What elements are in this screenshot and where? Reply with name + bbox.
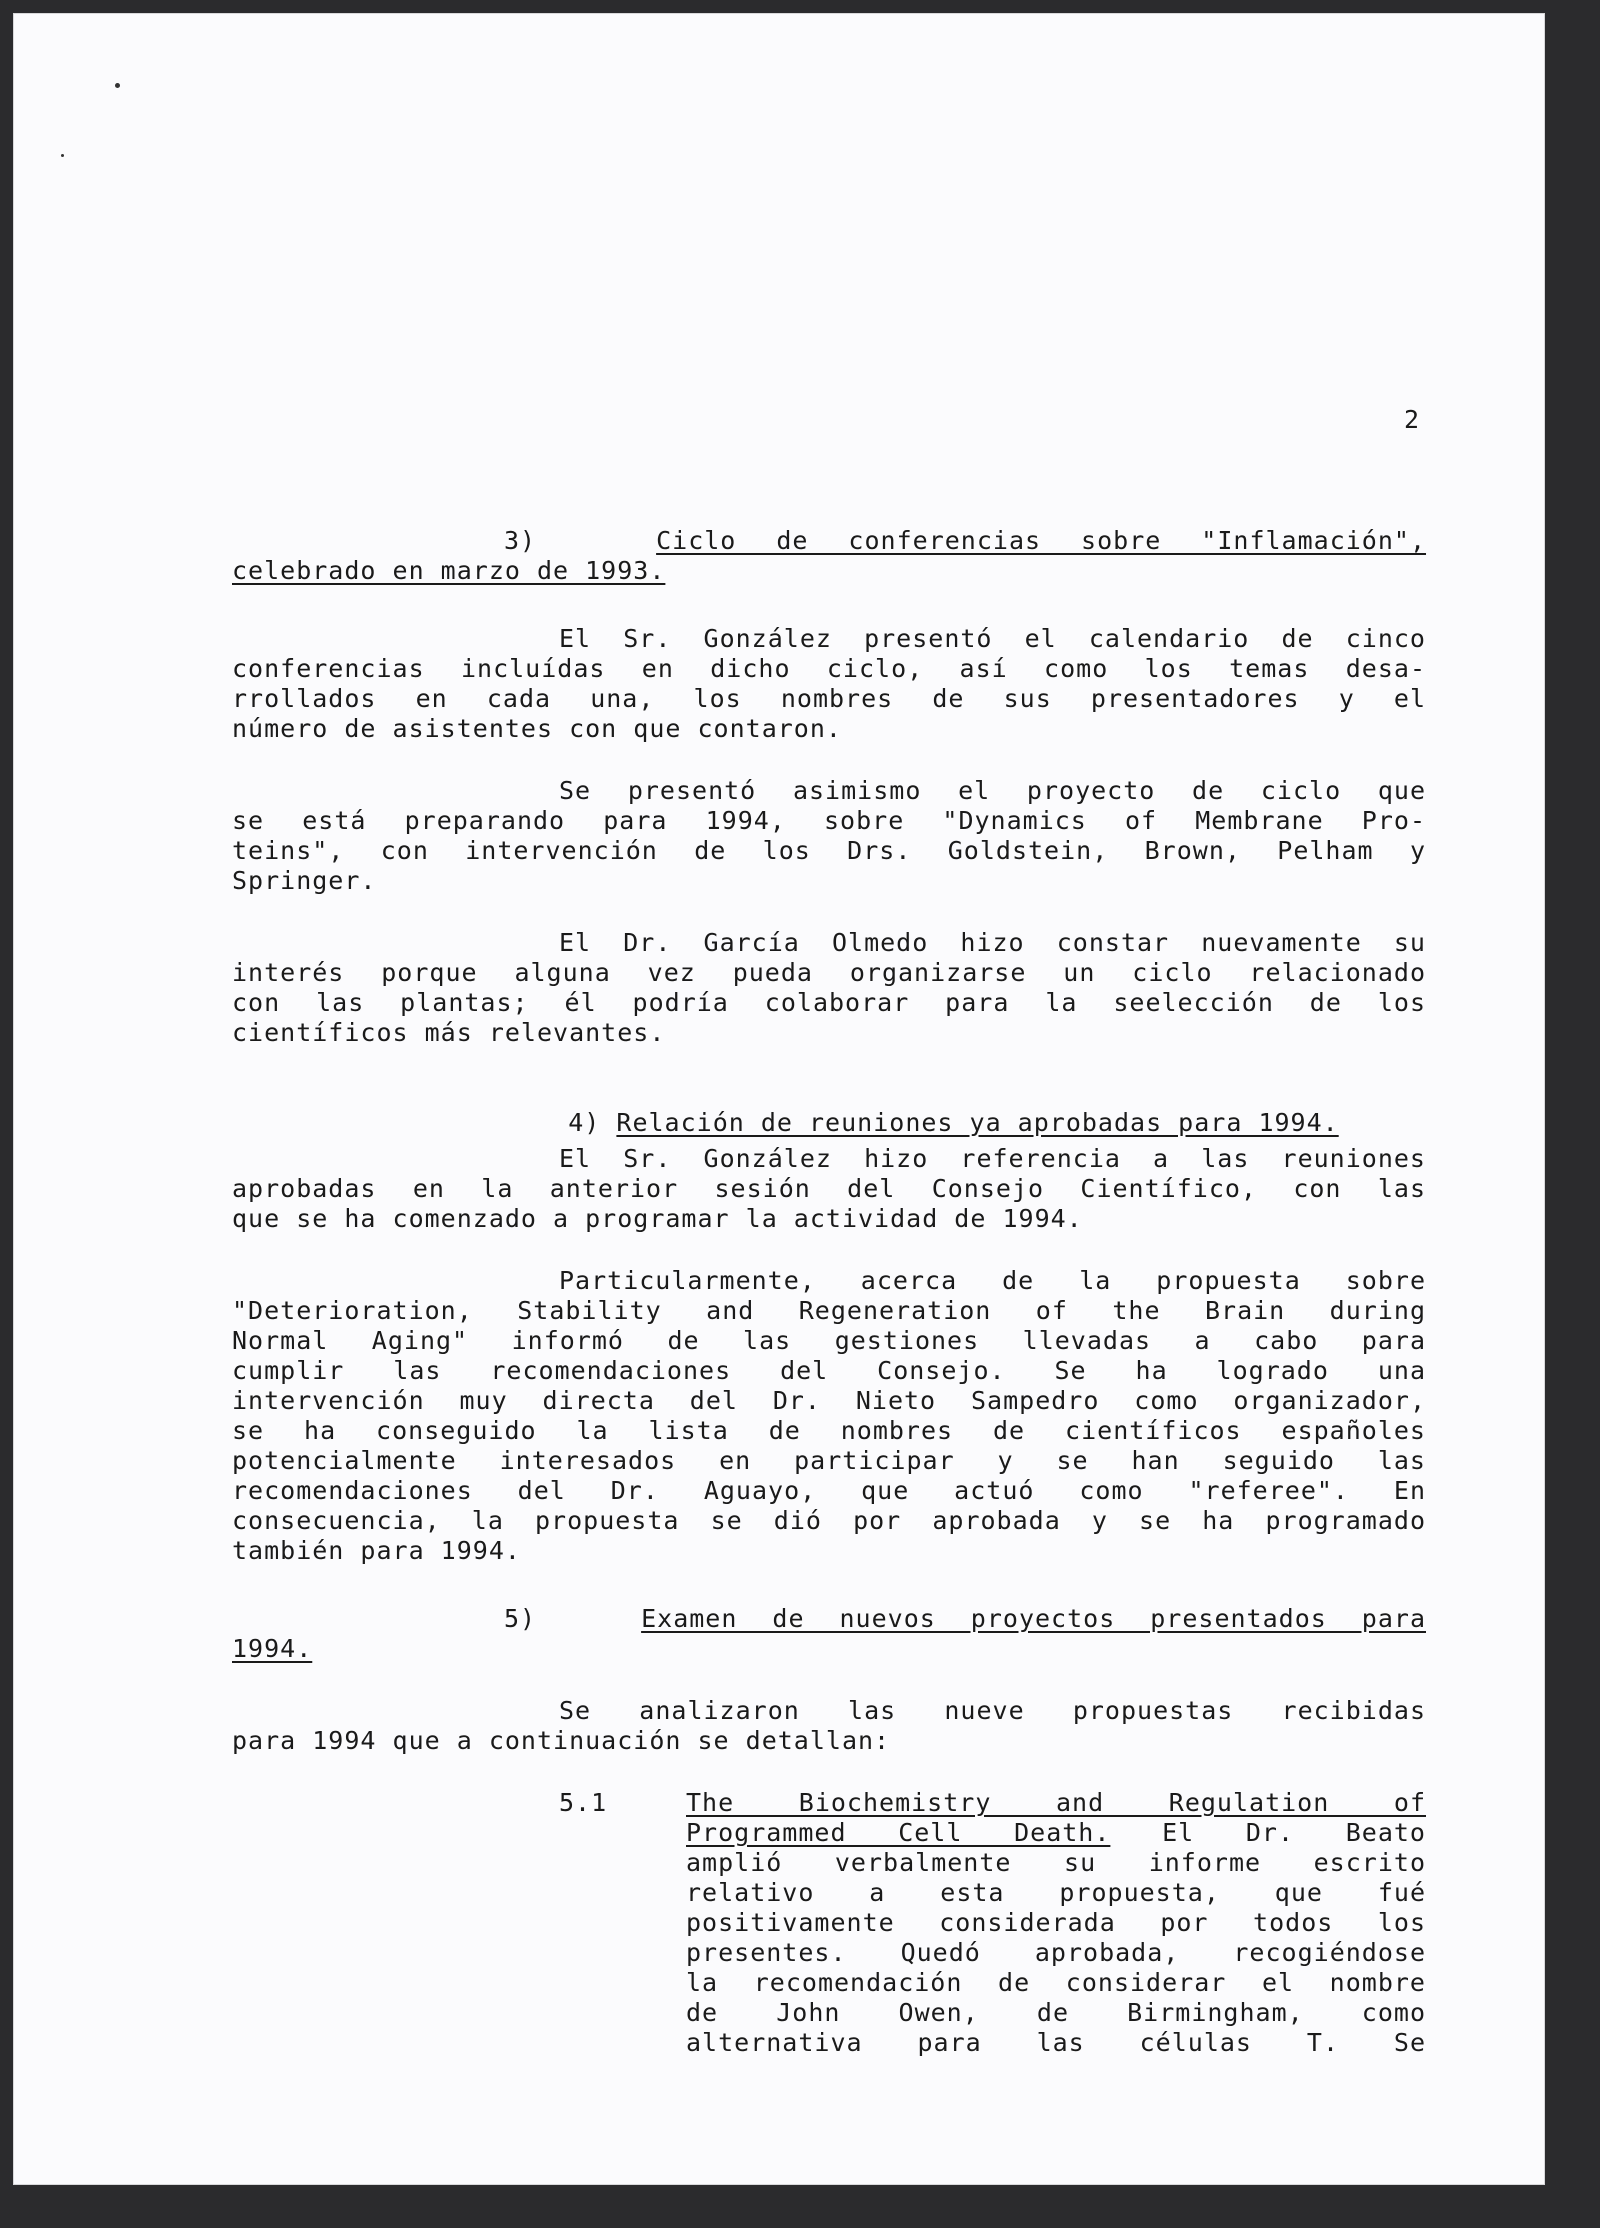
section-3-heading-cont: celebrado en marzo de 1993.	[232, 556, 666, 585]
section-5-heading-cont: 1994.	[232, 1634, 313, 1663]
section-number: 4)	[568, 1108, 601, 1137]
paragraph-line: El Sr. González hizo referencia a las reuniones	[559, 1144, 1426, 1173]
paragraph-line: Particularmente, acerca de la propuesta sobre	[559, 1266, 1426, 1295]
paragraph-line: Normal Aging" informó de las gestiones llevadas a cabo para	[232, 1326, 1426, 1355]
paragraph-line: Springer.	[232, 866, 377, 895]
paragraph-line: "Deterioration, Stability and Regeneration of the Brain during	[232, 1296, 1426, 1325]
section-number: 5)	[504, 1604, 537, 1633]
paragraph-line: científicos más relevantes.	[232, 1018, 666, 1047]
paragraph-line: teins", con intervención de los Drs. Goldstein, Brown, Pelham y	[232, 836, 1426, 865]
item-line: amplió verbalmente su informe escrito	[686, 1848, 1426, 1877]
item-line: relativo a esta propuesta, que fué	[686, 1878, 1426, 1907]
paragraph-line: Se analizaron las nueve propuestas recibidas	[559, 1696, 1426, 1725]
paragraph-line: interés porque alguna vez pueda organizarse un ciclo relacionado	[232, 958, 1426, 987]
paragraph-line: también para 1994.	[232, 1536, 521, 1565]
paragraph-line: se está preparando para 1994, sobre "Dynamics of Membrane Pro-	[232, 806, 1426, 835]
paragraph-line: potencialmente interesados en participar y se han seguido las	[232, 1446, 1426, 1475]
paragraph-line: El Dr. García Olmedo hizo constar nuevamente su	[559, 928, 1426, 957]
item-title: The Biochemistry and Regulation of	[686, 1788, 1426, 1817]
item-line: la recomendación de considerar el nombre	[686, 1968, 1426, 1997]
item-title-cont: Programmed Cell Death.	[686, 1818, 1111, 1847]
paragraph-line: para 1994 que a continuación se detallan:	[232, 1726, 891, 1755]
section-title: Examen de nuevos proyectos presentados para	[641, 1604, 1426, 1633]
paragraph-line: se ha conseguido la lista de nombres de científicos españoles	[232, 1416, 1426, 1445]
paragraph-line: consecuencia, la propuesta se dió por aprobada y se ha programado	[232, 1506, 1426, 1535]
paragraph-line: que se ha comenzado a programar la actividad de 1994.	[232, 1204, 1083, 1233]
paper-speck	[115, 83, 120, 88]
document-page	[14, 14, 1544, 2184]
item-line: de John Owen, de Birmingham, como	[686, 1998, 1426, 2027]
item-title-line	[686, 1818, 1426, 1848]
section-3-heading	[504, 526, 1426, 556]
paragraph-line: intervención muy directa del Dr. Nieto Sampedro como organizador,	[232, 1386, 1426, 1415]
paragraph-line: con las plantas; él podría colaborar para la seelección de los	[232, 988, 1426, 1017]
paragraph-line: aprobadas en la anterior sesión del Consejo Científico, con las	[232, 1174, 1426, 1203]
paragraph-line: rrollados en cada una, los nombres de sus presentadores y el	[232, 684, 1426, 713]
page-number: 2	[1404, 405, 1421, 434]
item-line: alternativa para las células T. Se	[686, 2028, 1426, 2057]
section-title: Relación de reuniones ya aprobadas para 1994.	[616, 1108, 1339, 1137]
paragraph-line: recomendaciones del Dr. Aguayo, que actuó como "referee". En	[232, 1476, 1426, 1505]
section-number: 3)	[504, 526, 537, 555]
item-line: positivamente considerada por todos los	[686, 1908, 1426, 1937]
paper-speck	[61, 154, 64, 157]
item-line: presentes. Quedó aprobada, recogiéndose	[686, 1938, 1426, 1967]
paragraph-line: conferencias incluídas en dicho ciclo, así como los temas desa-	[232, 654, 1426, 683]
paragraph-line: El Sr. González presentó el calendario de cinco	[559, 624, 1426, 653]
paragraph-line: Se presentó asimismo el proyecto de ciclo que	[559, 776, 1426, 805]
section-5-heading	[504, 1604, 1426, 1634]
paragraph-line: número de asistentes con que contaron.	[232, 714, 842, 743]
paragraph-line: cumplir las recomendaciones del Consejo. Se ha logrado una	[232, 1356, 1426, 1385]
item-text: El Dr. Beato	[1162, 1818, 1426, 1847]
section-title: Ciclo de conferencias sobre "Inflamación",	[656, 526, 1427, 555]
item-number: 5.1	[559, 1788, 608, 1817]
